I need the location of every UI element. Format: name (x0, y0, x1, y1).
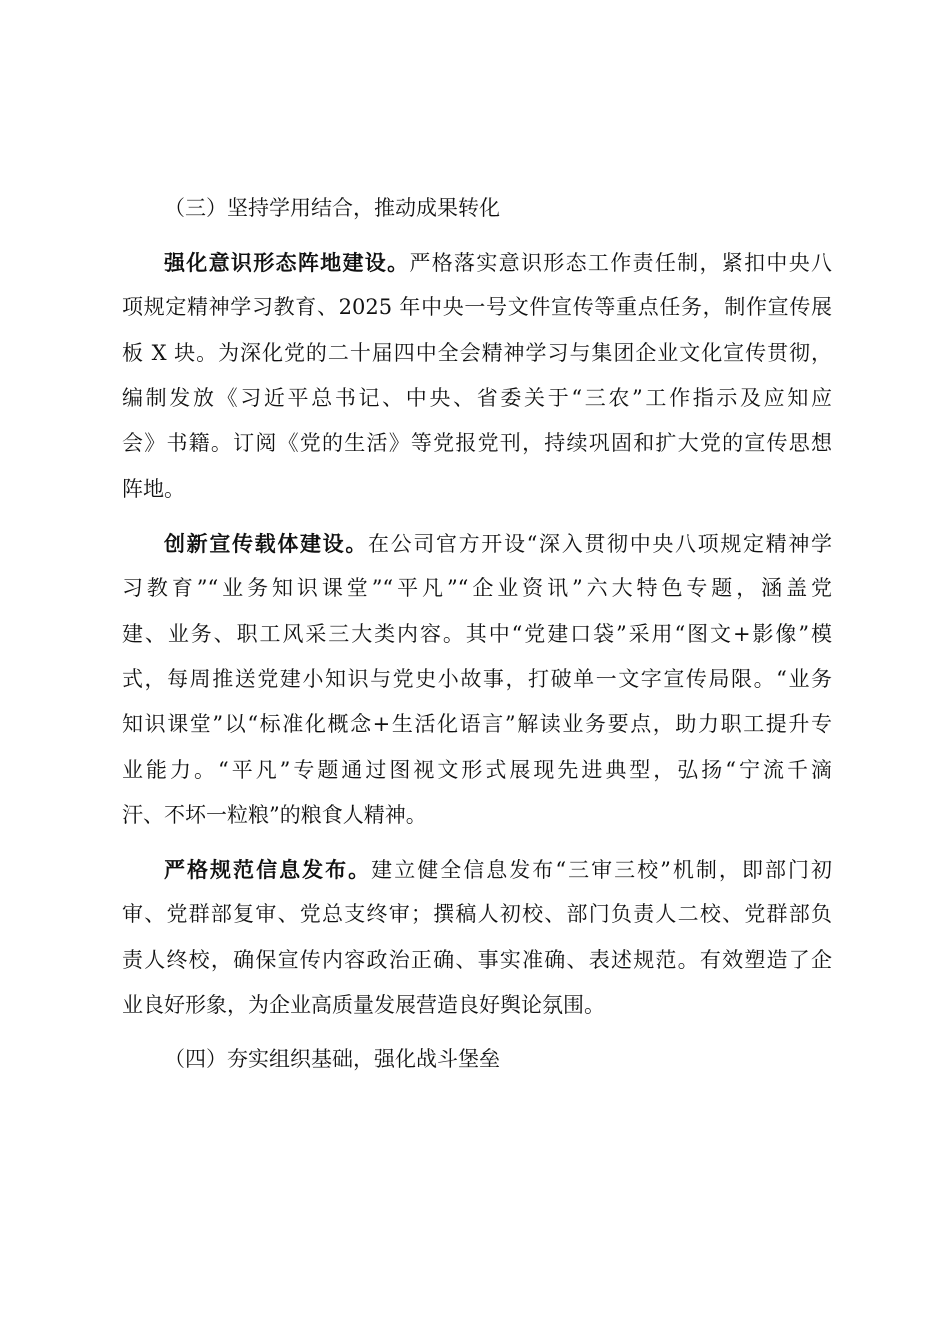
document-body (122, 186, 832, 1082)
paragraph-lead: 创新宣传载体建设。 (164, 530, 368, 556)
paragraph-text: 建立健全信息发布“三审三校”机制，即部门初 (371, 857, 832, 882)
paragraph-gap (122, 231, 832, 240)
paragraph-line (122, 521, 832, 566)
section-heading-4: （四）夯实组织基础，强化战斗堡垒 (164, 1047, 500, 1072)
paragraph-lead: 强化意识形态阵地建设。 (164, 249, 410, 275)
paragraph-gap (122, 1029, 832, 1038)
section-heading-3: （三）坚持学用结合，推动成果转化 (164, 196, 500, 220)
paragraph-line: 知识课堂”以“标准化概念+生活化语言”解读业务要点，助力职工提升专 (122, 712, 832, 737)
paragraph-line: 项规定精神学习教育、2025 年中央一号文件宣传等重点任务，制作宣传展 (122, 295, 832, 320)
paragraph-ideology-positions (122, 240, 832, 512)
paragraph-line: 板 X 块。为深化党的二十届四中全会精神学习与集团企业文化宣传贯彻， (122, 340, 832, 365)
paragraph-line: 会》书籍。订阅《党的生活》等党报党刊，持续巩固和扩大党的宣传思想 (122, 431, 832, 456)
paragraph-line: 建、业务、职工风采三大类内容。其中“党建口袋”采用“图文+影像”模 (122, 621, 832, 646)
paragraph-publicity-carriers (122, 521, 832, 839)
paragraph-text: 在公司官方开设“深入贯彻中央八项规定精神学 (367, 531, 832, 556)
paragraph-line: 式，每周推送党建小知识与党史小故事，打破单一文字宣传局限。“业务 (122, 666, 832, 691)
paragraph-line: 编制发放《习近平总书记、中央、省委关于“三农”工作指示及应知应 (122, 386, 832, 411)
paragraph-lead: 严格规范信息发布。 (164, 856, 372, 882)
paragraph-line: 责人终校，确保宣传内容政治正确、事实准确、表述规范。有效塑造了企 (122, 947, 832, 972)
paragraph-line: 业能力。“平凡”专题通过图视文形式展现先进典型，弘扬“宁流千滴 (122, 757, 832, 782)
paragraph-line: 汗、不坏一粒粮”的粮食人精神。 (122, 803, 427, 828)
paragraph-text: 严格落实意识形态工作责任制，紧扣中央八 (409, 250, 832, 275)
paragraph-information-release (122, 847, 832, 1029)
paragraph-line (122, 240, 832, 285)
paragraph-gap (122, 512, 832, 521)
paragraph-line: 业良好形象，为企业高质量发展营造良好舆论氛围。 (122, 993, 605, 1018)
paragraph-line: 阵地。 (122, 476, 185, 501)
paragraph-line: 习教育”“业务知识课堂”“平凡”“企业资讯”六大特色专题，涵盖党 (122, 576, 832, 601)
paragraph-line: 审、党群部复审、党总支终审；撰稿人初校、部门负责人二校、党群部负 (122, 902, 832, 927)
paragraph-gap (122, 838, 832, 847)
paragraph-line (122, 847, 832, 892)
